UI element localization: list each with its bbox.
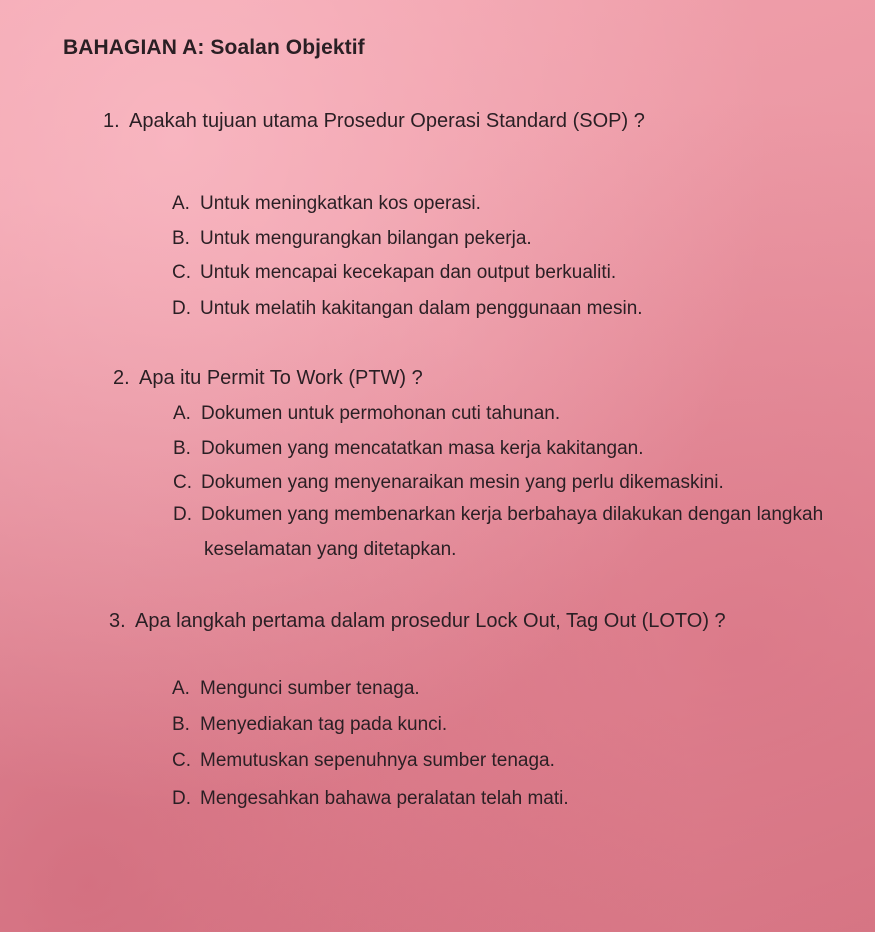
option-text: Untuk mengurangkan bilangan pekerja. xyxy=(200,228,532,249)
option-letter: C. xyxy=(172,750,191,771)
question-3 xyxy=(109,610,726,633)
option-text: Dokumen yang membenarkan kerja berbahaya dilakukan dengan langkah xyxy=(201,504,824,525)
q2-option-c xyxy=(173,472,724,494)
question-text: Apa langkah pertama dalam prosedur Lock Out, Tag Out (LOTO) ? xyxy=(135,610,726,632)
option-letter: D. xyxy=(173,504,192,525)
question-number: 1. xyxy=(103,110,120,132)
option-text: Dokumen yang mencatatkan masa kerja kakitangan. xyxy=(201,438,644,459)
q2-option-a xyxy=(173,403,560,425)
question-1 xyxy=(103,110,645,133)
option-letter: C. xyxy=(172,262,191,283)
option-text: Menyediakan tag pada kunci. xyxy=(200,714,448,735)
question-number: 3. xyxy=(109,610,126,632)
q1-option-c xyxy=(172,262,616,284)
option-letter: B. xyxy=(172,714,190,735)
option-letter: C. xyxy=(173,472,192,493)
q2-option-d xyxy=(173,504,823,526)
q3-option-d xyxy=(172,788,569,810)
option-text: Mengesahkan bahawa peralatan telah mati. xyxy=(200,788,569,809)
q1-option-b xyxy=(172,228,532,250)
option-text: Memutuskan sepenuhnya sumber tenaga. xyxy=(200,750,555,771)
option-letter: A. xyxy=(173,403,191,424)
q3-option-c xyxy=(172,750,555,772)
q1-option-a xyxy=(172,193,481,215)
option-letter: D. xyxy=(172,788,191,809)
option-letter: A. xyxy=(172,193,190,214)
option-text: Dokumen untuk permohonan cuti tahunan. xyxy=(201,403,561,424)
option-text: Untuk melatih kakitangan dalam penggunaan mesin. xyxy=(200,298,643,319)
option-text: Mengunci sumber tenaga. xyxy=(200,678,420,699)
q3-option-a xyxy=(172,678,420,700)
question-text: Apakah tujuan utama Prosedur Operasi Standard (SOP) ? xyxy=(129,110,645,132)
q2-option-d-continuation: keselamatan yang ditetapkan. xyxy=(204,539,457,560)
option-text: Untuk mencapai kecekapan dan output berkualiti. xyxy=(200,262,617,283)
option-text: Dokumen yang menyenaraikan mesin yang perlu dikemaskini. xyxy=(201,472,724,493)
option-text: Untuk meningkatkan kos operasi. xyxy=(200,193,481,214)
option-letter: D. xyxy=(172,298,191,319)
q2-option-b xyxy=(173,438,644,460)
question-text: Apa itu Permit To Work (PTW) ? xyxy=(139,367,423,389)
option-letter: B. xyxy=(172,228,190,249)
q3-option-b xyxy=(172,714,447,736)
section-title: BAHAGIAN A: Soalan Objektif xyxy=(63,36,365,59)
q1-option-d xyxy=(172,298,643,320)
question-2 xyxy=(113,367,423,390)
option-letter: B. xyxy=(173,438,191,459)
option-letter: A. xyxy=(172,678,190,699)
question-number: 2. xyxy=(113,367,130,389)
